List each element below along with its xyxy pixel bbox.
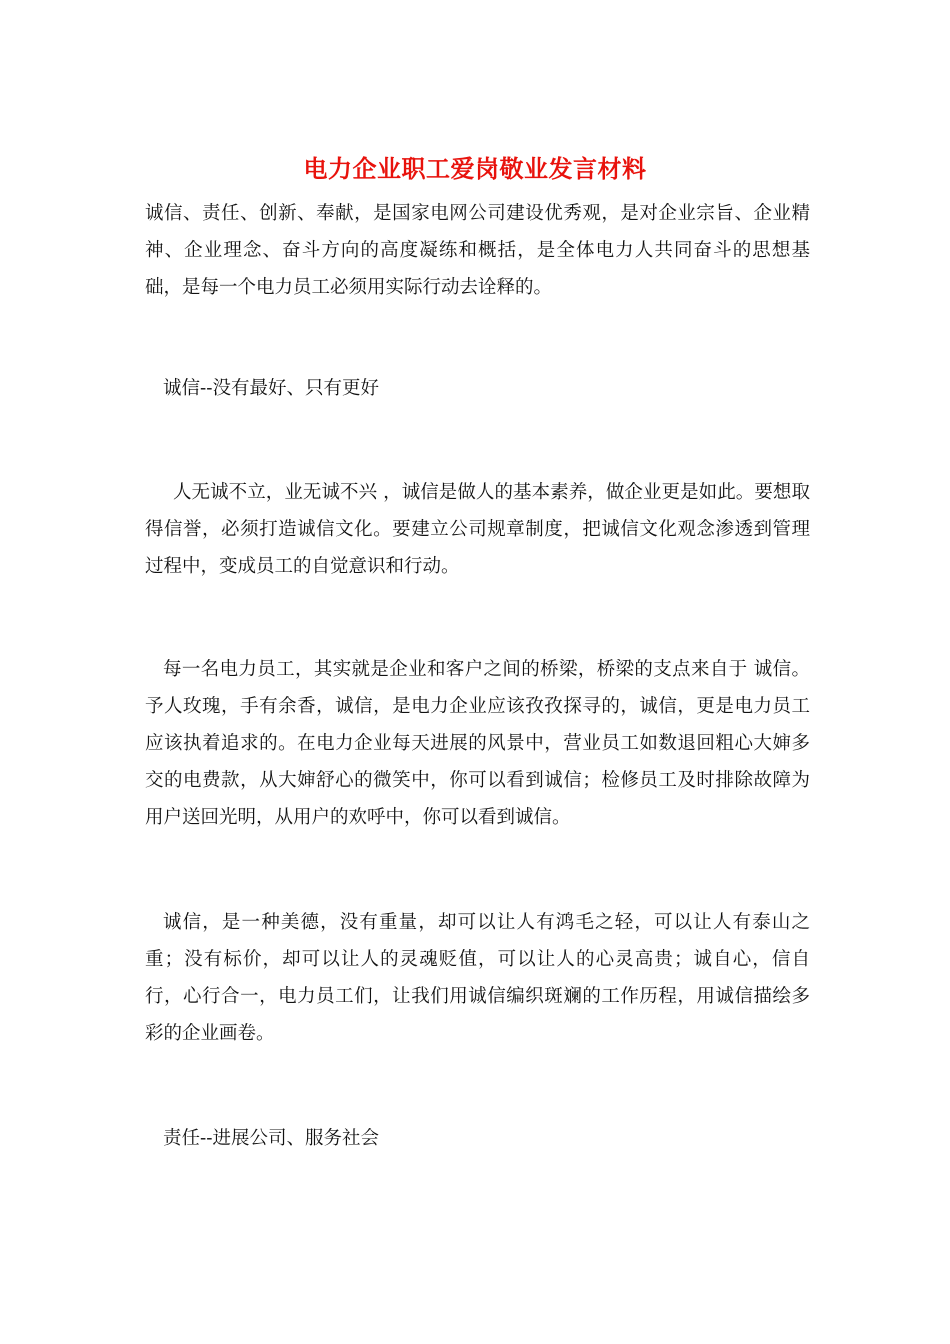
integrity-paragraph-2: 每一名电力员工，其实就是企业和客户之间的桥梁，桥梁的支点来自于 诚信。予人玫瑰，手有余香，诚信，是电力企业应该孜孜探寻的，诚信，更是电力员工应该执着追求的。在电力企业每天进展的风景中，营业员工如数退回粗心大婶多交的电费款，从大婶舒心的微笑中，你可以看到诚信；检修员工及时排除故障为用户送回光明，从用户的欢呼中，你可以看到诚信。	[145, 659, 810, 828]
integrity-paragraph-3: 诚信，是一种美德，没有重量，却可以让人有鸿毛之轻，可以让人有泰山之重；没有标价，却可以让人的灵魂贬值，可以让人的心灵高贵；诚自心，信自行，心行合一，电力员工们，让我们用诚信编织斑斓的工作历程，用诚信描绘多彩的企业画卷。	[145, 912, 810, 1044]
section-heading-integrity: 诚信--没有最好、只有更好	[163, 378, 380, 399]
section-heading-responsibility: 责任--进展公司、服务社会	[163, 1128, 380, 1149]
intro-paragraph: 诚信、责任、创新、奉献，是国家电网公司建设优秀观，是对企业宗旨、企业精神、企业理念、奋斗方向的高度凝练和概括，是全体电力人共同奋斗的思想基础，是每一个电力员工必须用实际行动去诠释的。	[145, 203, 810, 298]
document-title: 电力企业职工爱岗敬业发言材料	[303, 154, 647, 183]
integrity-paragraph-1: 人无诚不立，业无诚不兴 ，诚信是做人的基本素养，做企业更是如此。要想取得信誉，必须打造诚信文化。要建立公司规章制度，把诚信文化观念渗透到管理过程中，变成员工的自觉意识和行动。	[145, 482, 810, 577]
